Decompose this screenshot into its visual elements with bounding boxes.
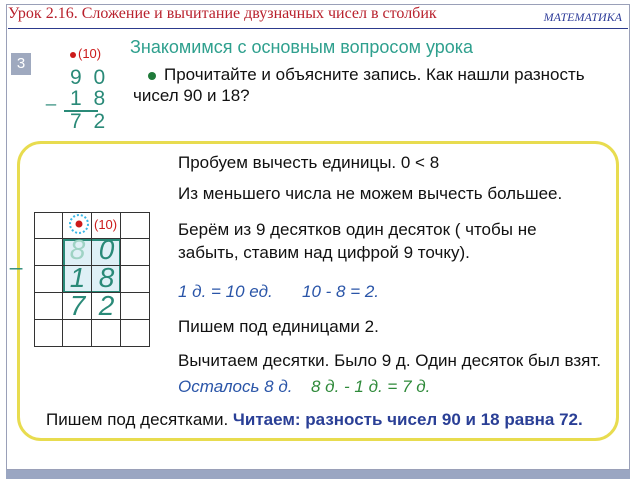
task-line-2: чисел 90 и 18? bbox=[133, 86, 250, 105]
step-5: 1 д. = 10 ед. bbox=[178, 282, 273, 301]
sun-dot-icon bbox=[68, 213, 90, 235]
step-7: Вычитаем десятки. Было 9 д. Один десяток был взят. bbox=[178, 351, 602, 370]
topic-heading: Знакомимся с основным вопросом урока bbox=[130, 37, 474, 57]
conclusion bbox=[46, 410, 583, 430]
grid-borrow-hint: (10) bbox=[94, 217, 118, 232]
step-6: Пишем под единицами 2. bbox=[178, 317, 379, 336]
footer-bar bbox=[6, 470, 630, 479]
step-5b: 10 - 8 = 2. bbox=[302, 282, 380, 301]
grid-digit-ones-3: 2 bbox=[98, 290, 115, 321]
borrow-hint bbox=[70, 46, 101, 61]
explanation-panel bbox=[10, 141, 619, 441]
minuend: 9 0 bbox=[70, 66, 109, 89]
difference: 7 2 bbox=[70, 110, 109, 133]
borrow-hint-text: (10) bbox=[78, 46, 102, 61]
grid-digit-tens-3: 7 bbox=[69, 290, 86, 321]
grid-digit-tens-2: 1 bbox=[69, 262, 86, 293]
lesson-title: Урок 2.16. Сложение и вычитание двузначных чисел в столбик bbox=[8, 5, 437, 22]
conclusion-bold: Читаем: разность чисел 90 и 18 равна 72. bbox=[232, 410, 583, 429]
header-divider bbox=[8, 28, 628, 29]
step-4: забыть, ставим над цифрой 9 точку). bbox=[178, 243, 470, 262]
step-8b: 8 д. - 1 д. = 7 д. bbox=[311, 377, 431, 396]
grid-digit-ones-1: 0 bbox=[98, 234, 115, 265]
task-line-1 bbox=[148, 65, 585, 85]
borrow-dot-icon bbox=[70, 52, 76, 58]
conclusion-prefix: Пишем под десятками. bbox=[46, 410, 229, 429]
task-line-1-text: Прочитайте и объясните запись. Как нашли разность bbox=[164, 65, 585, 84]
step-3: Берём из 9 десятков один десяток ( чтобы не bbox=[178, 220, 537, 239]
bullet-icon bbox=[148, 72, 156, 80]
slide-number-badge: 3 bbox=[11, 53, 31, 75]
step-2: Из меньшего числа не можем вычесть большее. bbox=[178, 184, 563, 203]
grid-digit-tens-1: 8 bbox=[69, 234, 86, 265]
grid-digit-ones-2: 8 bbox=[98, 262, 115, 293]
subject-label: МАТЕМАТИКА bbox=[543, 10, 622, 24]
step-1: Пробуем вычесть единицы. 0 < 8 bbox=[178, 153, 440, 172]
subtrahend: 1 8 bbox=[70, 87, 109, 110]
minus-sign: _ bbox=[46, 86, 57, 106]
grid-minus-sign: _ bbox=[10, 245, 23, 270]
step-8: Осталось 8 д. bbox=[178, 377, 293, 396]
